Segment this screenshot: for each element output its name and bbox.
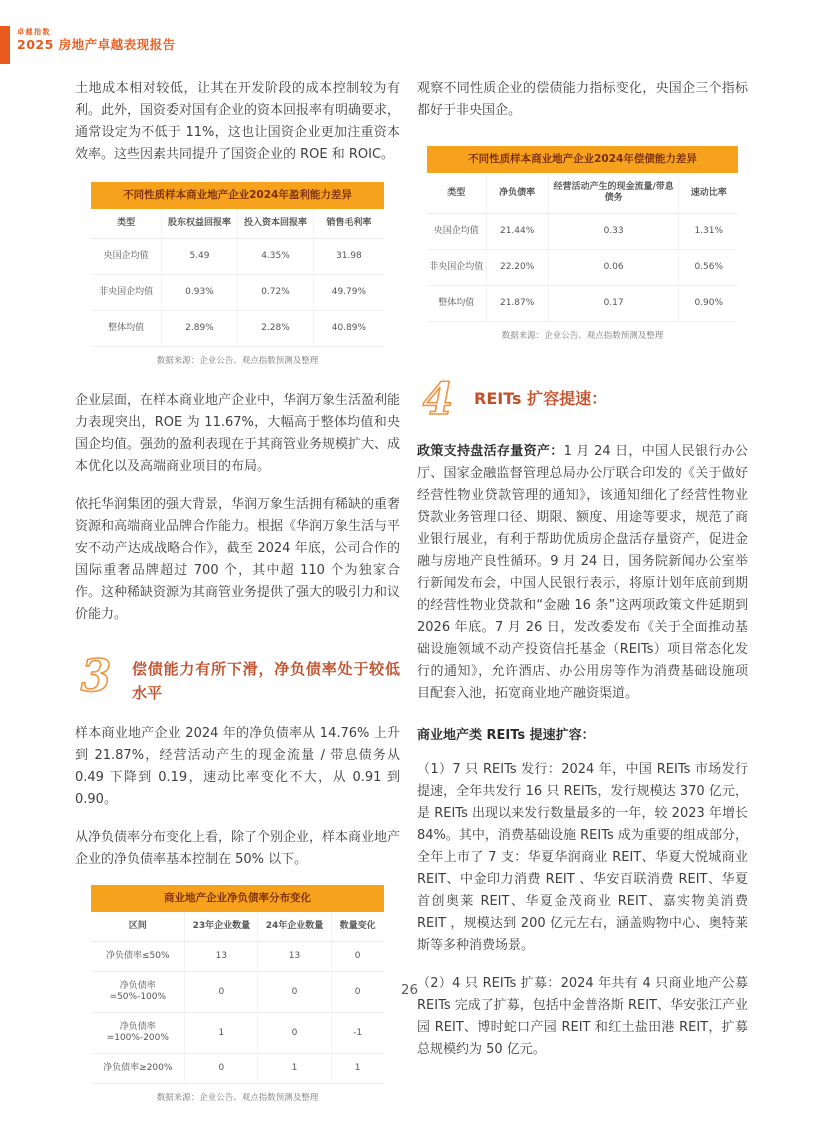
- column-header: 类型: [427, 173, 486, 214]
- table-cell: 净负债率=50%-100%: [91, 972, 185, 1013]
- table-cell: 央国企均值: [91, 239, 161, 275]
- column-header: 投入资本回报率: [237, 209, 313, 239]
- table-title: 商业地产企业净负债率分布变化: [91, 885, 384, 912]
- profitability-table: [91, 182, 384, 368]
- table-row: [91, 1013, 384, 1054]
- table-cell: 0.93%: [161, 275, 237, 311]
- column-header: 区间: [91, 912, 185, 942]
- section-title: REITs 扩容提速：: [474, 389, 608, 408]
- table-cell: 0: [185, 1054, 258, 1084]
- subheading: 商业地产类 REITs 提速扩容：: [417, 728, 595, 743]
- paragraph: 企业层面，在样本商业地产企业中，华润万象生活盈利能力表现突出，ROE 为 11.67%，大幅高于整体均值和央国企均值。强劲的盈利表现在于其商管业务规模扩大、成本优化以及高端商业项目的布局。: [75, 393, 401, 474]
- table-row: [427, 250, 738, 286]
- solvency-table: [427, 146, 738, 343]
- table-cell: 净负债率≤50%: [91, 942, 185, 972]
- table-cell: 2.89%: [161, 311, 237, 347]
- table-cell: 非央国企均值: [427, 250, 486, 286]
- list-item: （1）7 只 REITs 发行：2024 年，中国 REITs 市场发行提速，全年共发行 16 只 REITs，发行规模达 370 亿元，是 REITs 出现以来发行数量最多的一年，较 2023 年增长 84%。其中，消费基础设施 REITs 成为重要的组成部分，全年上市了 7 支：华夏华润商业 REIT、华夏大悦城商业 REIT、中金印力消费 REIT 、华安百联消费 REIT、华夏首创奥莱 REIT、华夏金茂商业 REIT、嘉实物美消费 REIT ，规模达到 200 亿元左右，涵盖购物中心、奥特莱斯等多种消费场景。: [417, 762, 748, 953]
- table-source: 数据来源：企业公告、观点指数预测及整理: [156, 1093, 319, 1103]
- section-title: 偿债能力有所下滑，净负债率处于较低水平: [132, 660, 400, 702]
- table-header-row: [427, 173, 738, 214]
- table-cell: 整体均值: [91, 311, 161, 347]
- table-cell: 2.28%: [237, 311, 313, 347]
- table-source: 数据来源：企业公告、观点指数预测及整理: [501, 331, 664, 341]
- paragraph: [417, 441, 748, 705]
- table-cell: 1: [185, 1013, 258, 1054]
- table-cell: 0: [331, 972, 384, 1013]
- column-header: 股东权益回报率: [161, 209, 237, 239]
- section-number: 3: [80, 651, 112, 702]
- table-cell: 22.20%: [486, 250, 548, 286]
- table-cell: 净负债率=100%-200%: [91, 1013, 185, 1054]
- column-header: 类型: [91, 209, 161, 239]
- table-cell: 0: [185, 972, 258, 1013]
- table-cell: 49.79%: [314, 275, 384, 311]
- table-row: [427, 286, 738, 322]
- table-cell: 21.44%: [486, 214, 548, 250]
- table-cell: 0.90%: [679, 286, 738, 322]
- table-row: [427, 214, 738, 250]
- paragraph: 样本商业地产企业 2024 年的净负债率从 14.76% 上升到 21.87%，经营活动产生的现金流量 / 带息债务从 0.49 下降到 0.19，速动比率变化不大，从 0.91 到 0.90。: [75, 726, 400, 807]
- table-cell: 1.31%: [679, 214, 738, 250]
- table-header-row: [91, 209, 384, 239]
- table-row: [91, 311, 384, 347]
- table-cell: 央国企均值: [427, 214, 486, 250]
- column-header: 24年企业数量: [258, 912, 331, 942]
- table-row: [91, 239, 384, 275]
- table-cell: 非央国企均值: [91, 275, 161, 311]
- paragraph: 从净负债率分布变化上看，除了个别企业，样本商业地产企业的净负债率基本控制在 50% 以下。: [75, 830, 401, 867]
- table-cell: 5.49: [161, 239, 237, 275]
- brand-accent-bar: [0, 26, 10, 64]
- column-header: 23年企业数量: [185, 912, 258, 942]
- report-brand: [17, 28, 176, 53]
- table-cell: 0.72%: [237, 275, 313, 311]
- table-cell: 整体均值: [427, 286, 486, 322]
- table-row: [91, 275, 384, 311]
- table-cell: 0: [258, 1013, 331, 1054]
- column-header: 数量变化: [331, 912, 384, 942]
- column-header: 净负债率: [486, 173, 548, 214]
- table-cell: 40.89%: [314, 311, 384, 347]
- table-cell: 13: [258, 942, 331, 972]
- table-title: 不同性质样本商业地产企业2024年偿债能力差异: [427, 146, 738, 173]
- list-item: （2）4 只 REITs 扩募：2024 年共有 4 只商业地产公募 REITs 完成了扩募，包括中金普洛斯 REIT、华安张江产业园 REIT、博时蛇口产园 REIT 和红土盐田港 REIT，扩募总规模约为 50 亿元。: [417, 976, 748, 1057]
- paragraph-text: 1 月 24 日，中国人民银行办公厅、国家金融监督管理总局办公厅联合印发的《关于做好经营性物业贷款管理的通知》，该通知细化了经营性物业贷款业务管理口径、期限、额度、用途等要求，规范了商业银行展业，有利于帮助优质房企盘活存量资产，促进金融与房地产良性循环。9 月 24 日，国务院新闻办公室举行新闻发布会，中国人民银行表示，将原计划年底前到期的经营性物业贷款和“金融 16 条”这两项政策文件延期到 2026 年底。7 月 26 日，发改委发布《关于全面推动基础设施领域不动产投资信托基金（REITs）项目常态化发行的通知》，允许酒店、办公用房等作为消费基础设施项目配套入池，拓宽商业地产融资渠道。: [417, 444, 748, 701]
- paragraph-lead: 政策支持盘活存量资产：: [417, 444, 564, 459]
- report-title: 2025 房地产卓越表现报告: [17, 37, 176, 52]
- table-cell: 0.33: [548, 214, 679, 250]
- right-column: [417, 78, 748, 1077]
- paragraph: 土地成本相对较低，让其在开发阶段的成本控制较为有利。此外，国资委对国有企业的资本回报率有明确要求，通常设定为不低于 11%，这也让国资企业更加注重资本效率。这些因素共同提升了国资企业的 ROE 和 ROIC。: [75, 81, 401, 162]
- column-header: 经营活动产生的现金流量/带息债务: [548, 173, 679, 214]
- brand-small-label: 卓越指数: [17, 28, 51, 36]
- table-cell: 31.98: [314, 239, 384, 275]
- table-cell: 0.06: [548, 250, 679, 286]
- table-cell: 0: [331, 942, 384, 972]
- table-cell: 0.17: [548, 286, 679, 322]
- left-column: [75, 78, 400, 1127]
- column-header: 速动比率: [679, 173, 738, 214]
- paragraph: 依托华润集团的强大背景，华润万象生活拥有稀缺的重奢资源和高端商业品牌合作能力。根据《华润万象生活与平安不动产达成战略合作》，截至 2024 年底，公司合作的国际重奢品牌超过 700 个，其中超 110 个为独家合作。这种稀缺资源为其商管业务提供了强大的吸引力和议价能力。: [75, 497, 401, 622]
- section-4-heading: [417, 374, 748, 425]
- page-number: 26: [400, 982, 419, 998]
- paragraph: 观察不同性质企业的偿债能力指标变化，央国企三个指标都好于非央国企。: [417, 81, 748, 118]
- table-cell: 1: [331, 1054, 384, 1084]
- section-number: 4: [422, 374, 454, 425]
- table-title: 不同性质样本商业地产企业2024年盈利能力差异: [91, 182, 384, 209]
- table-cell: 净负债率≥200%: [91, 1054, 185, 1084]
- table-cell: 1: [258, 1054, 331, 1084]
- column-header: 销售毛利率: [314, 209, 384, 239]
- table-cell: 0.56%: [679, 250, 738, 286]
- table-cell: 21.87%: [486, 286, 548, 322]
- table-cell: 13: [185, 942, 258, 972]
- table-cell: 4.35%: [237, 239, 313, 275]
- table-cell: 0: [258, 972, 331, 1013]
- table-header-row: [91, 912, 384, 942]
- table-source: 数据来源：企业公告、观点指数预测及整理: [156, 356, 319, 366]
- table-row: [91, 942, 384, 972]
- section-3-heading: [75, 651, 400, 705]
- table-cell: -1: [331, 1013, 384, 1054]
- table-row: [91, 1054, 384, 1084]
